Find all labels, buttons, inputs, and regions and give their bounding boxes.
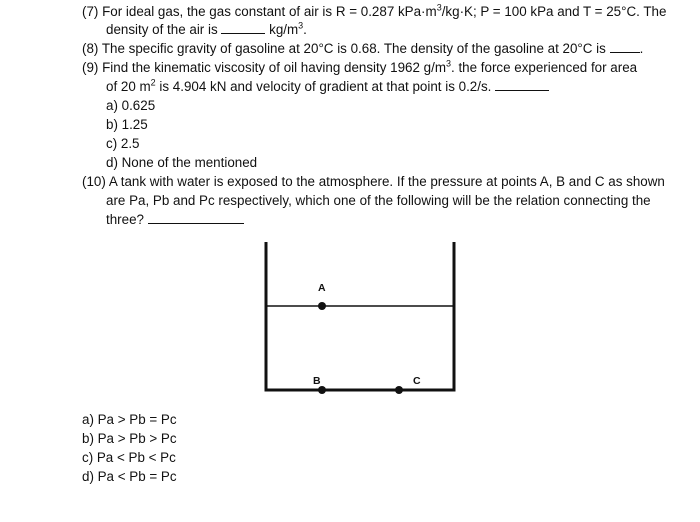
q7-line-1	[82, 3, 666, 21]
q9-line-1	[82, 59, 637, 77]
q9-option-d[interactable]: d) None of the mentioned	[106, 155, 258, 170]
q10-number: (10)	[82, 174, 106, 189]
q9-sup-a: 3	[445, 58, 451, 69]
q9-option-a[interactable]: a) 0.625	[106, 98, 156, 113]
q7-sup-a: 3	[436, 2, 442, 13]
q7-text-a: For ideal gas, the gas constant of air is R = 0.287 kPa·m	[102, 4, 437, 19]
q9-answer-blank[interactable]	[495, 78, 549, 91]
q9-text-b: . the force experienced for area	[451, 60, 638, 75]
q9-line-2	[106, 78, 549, 96]
q8-line-1	[82, 40, 643, 58]
q8-text-a: The specific gravity of gasoline at 20°C is 0.68. The density of the gasoline at 20°C is	[101, 41, 606, 56]
q7-sup-d: 3	[298, 20, 304, 31]
q7-text-d: kg/m	[269, 22, 299, 37]
q7-text-b: /kg·K; P = 100 kPa and T = 25°C. The	[441, 4, 667, 19]
q10-line-2: are Pa, Pb and Pc respectively, which one of the following will be the relation connecting the	[106, 193, 651, 208]
q9-text-d: is 4.904 kN and velocity of gradient at that point is 0.2/s.	[155, 79, 492, 94]
q10-line-3	[106, 211, 244, 229]
q7-text-c: density of the air is	[106, 22, 218, 37]
q10-option-d[interactable]: d) Pa < Pb = Pc	[82, 469, 177, 484]
point-b-label: B	[313, 375, 321, 387]
q9-number: (9)	[82, 60, 99, 75]
q9-option-c[interactable]: c) 2.5	[106, 136, 140, 151]
q10-option-a[interactable]: a) Pa > Pb = Pc	[82, 412, 177, 427]
q8-answer-blank[interactable]	[610, 40, 640, 53]
q9-option-b[interactable]: b) 1.25	[106, 117, 148, 132]
q10-option-c[interactable]: c) Pa < Pb < Pc	[82, 450, 176, 465]
q9-text-a: Find the kinematic viscosity of oil having density 1962 g/m	[102, 60, 446, 75]
point-c-label: C	[413, 375, 421, 387]
point-c-marker	[395, 386, 403, 394]
q8-text-b: .	[639, 41, 644, 56]
q10-line-1	[82, 173, 665, 191]
q7-answer-blank[interactable]	[221, 21, 265, 34]
q7-line-2	[106, 21, 307, 39]
point-a-marker	[318, 302, 326, 310]
q10-text-1: A tank with water is exposed to the atmosphere. If the pressure at points A, B and C as shown	[108, 174, 665, 189]
q10-option-b[interactable]: b) Pa > Pb > Pc	[82, 431, 177, 446]
q7-number: (7)	[82, 4, 99, 19]
q8-number: (8)	[82, 41, 99, 56]
q10-text-3: three?	[106, 212, 144, 227]
tank-diagram	[250, 240, 470, 410]
q9-sup-c: 2	[150, 77, 156, 88]
q7-text-e: .	[303, 22, 307, 37]
q9-text-c: of 20 m	[106, 79, 151, 94]
tank-walls	[266, 242, 454, 390]
point-b-marker	[318, 386, 326, 394]
q10-answer-blank[interactable]	[148, 211, 244, 224]
point-a-label: A	[318, 282, 326, 294]
